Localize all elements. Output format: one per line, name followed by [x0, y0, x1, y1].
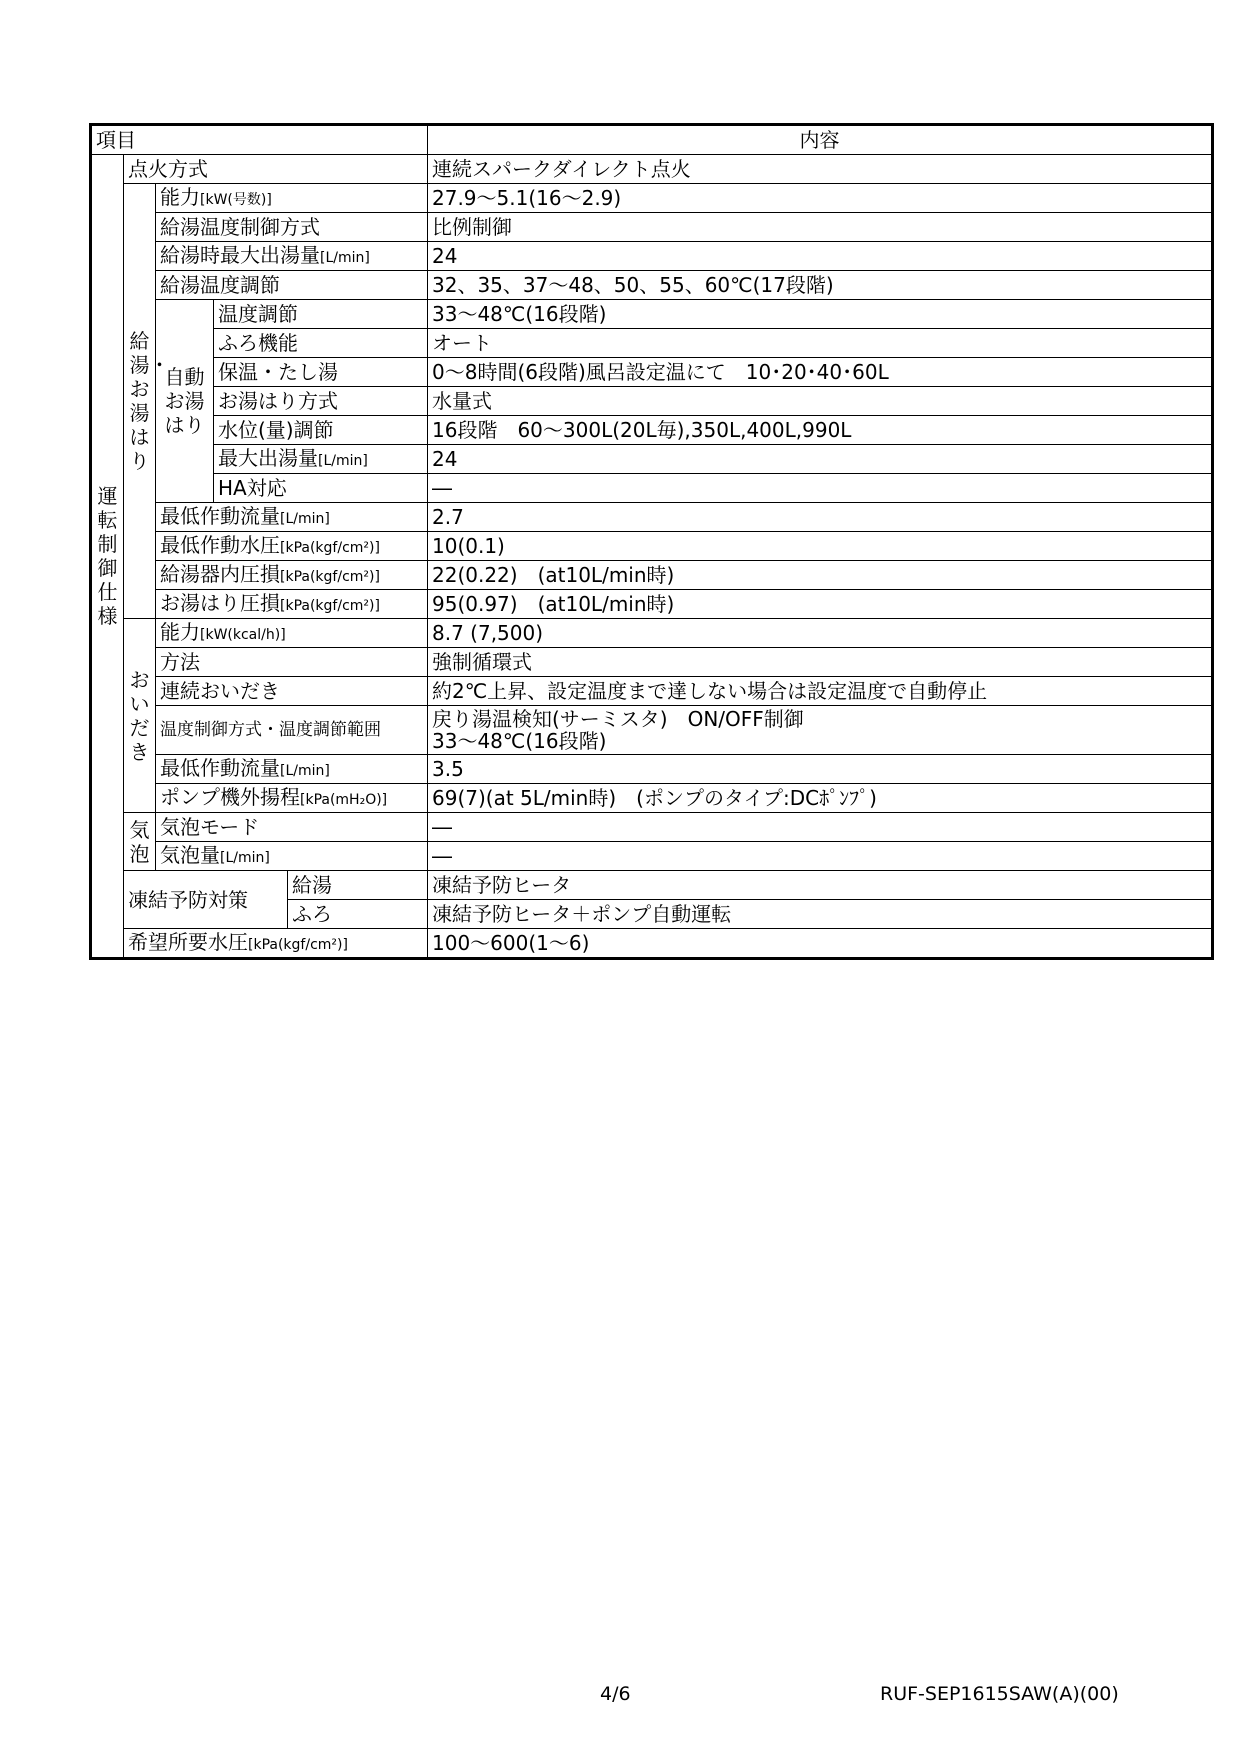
auto-maxflow-value: 24 [428, 445, 1213, 474]
pressure-req-label: 希望所要水圧[kPa(kgf/cm²)] [124, 929, 428, 959]
fill-loss-value: 95(0.97) (at10L/min時) [428, 590, 1213, 619]
oi-capacity-label: 能力[kW(kcal/h)] [156, 619, 428, 648]
bubble-mode-value: ― [428, 813, 1213, 842]
oi-temp-label: 温度制御方式・温度調節範囲 [156, 706, 428, 755]
spec-table [89, 123, 1214, 960]
capacity-value: 27.9～5.1(16～2.9) [428, 184, 1213, 213]
capacity-label: 能力[kW(号数)] [156, 184, 428, 213]
auto-ha-label: HA対応 [214, 474, 428, 503]
oi-continuous-value: 約2℃上昇、設定温度まで達しない場合は設定温度で自動停止 [428, 677, 1213, 706]
freeze-value1: 凍結予防ヒータ [428, 871, 1213, 900]
pressure-req-value: 100～600(1～6) [428, 929, 1213, 959]
kihou-label: 気泡 [124, 813, 156, 871]
bubble-amount-value: ― [428, 842, 1213, 871]
oi-pump-value: 69(7)(at 5L/min時) (ポンプのタイプ:DCﾎﾟﾝﾌﾟ) [428, 784, 1213, 813]
kyuto-label: 給湯・お湯はり [124, 184, 156, 619]
oi-minflow-label: 最低作動流量[L/min] [156, 755, 428, 784]
auto-furo-value: オート [428, 329, 1213, 358]
auto-maxflow-label: 最大出湯量[L/min] [214, 445, 428, 474]
oi-method-value: 強制循環式 [428, 648, 1213, 677]
freeze-label: 凍結予防対策 [124, 871, 288, 929]
freeze-sub2: ふろ [288, 900, 428, 929]
auto-temp-value: 33～48℃(16段階) [428, 300, 1213, 329]
auto-method-value: 水量式 [428, 387, 1213, 416]
jido-label: 自動 お湯 はり [156, 300, 214, 503]
oidaki-label: おいだき [124, 619, 156, 813]
internal-loss-value: 22(0.22) (at10L/min時) [428, 561, 1213, 590]
freeze-value2: 凍結予防ヒータ＋ポンプ自動運転 [428, 900, 1213, 929]
auto-method-label: お湯はり方式 [214, 387, 428, 416]
oi-pump-label: ポンプ機外揚程[kPa(mH₂O)] [156, 784, 428, 813]
auto-hoon-label: 保温・たし湯 [214, 358, 428, 387]
max-flow-label: 給湯時最大出湯量[L/min] [156, 242, 428, 271]
internal-loss-label: 給湯器内圧損[kPa(kgf/cm²)] [156, 561, 428, 590]
side-label-unten [91, 155, 124, 959]
min-flow-label: 最低作動流量[L/min] [156, 503, 428, 532]
oi-continuous-label: 連続おいだき [156, 677, 428, 706]
fill-loss-label: お湯はり圧損[kPa(kgf/cm²)] [156, 590, 428, 619]
oi-method-label: 方法 [156, 648, 428, 677]
temp-adjust-value: 32、35、37～48、50、55、60℃(17段階) [428, 271, 1213, 300]
auto-temp-label: 温度調節 [214, 300, 428, 329]
document-code: RUF-SEP1615SAW(A)(00) [880, 1683, 1119, 1705]
bubble-mode-label: 気泡モード [156, 813, 428, 842]
oi-minflow-value: 3.5 [428, 755, 1213, 784]
auto-level-label: 水位(量)調節 [214, 416, 428, 445]
max-flow-value: 24 [428, 242, 1213, 271]
auto-hoon-value: 0～8時間(6段階)風呂設定温にて 10･20･40･60L [428, 358, 1213, 387]
temp-control-label: 給湯温度制御方式 [156, 213, 428, 242]
oi-temp-value: 戻り湯温検知(サーミスタ) ON/OFF制御 33～48℃(16段階) [428, 706, 1213, 755]
header-content: 内容 [428, 125, 1213, 155]
auto-ha-value: ― [428, 474, 1213, 503]
auto-furo-label: ふろ機能 [214, 329, 428, 358]
min-pressure-value: 10(0.1) [428, 532, 1213, 561]
freeze-sub1: 給湯 [288, 871, 428, 900]
ignition-value: 連続スパークダイレクト点火 [428, 155, 1213, 184]
oi-capacity-value: 8.7 (7,500) [428, 619, 1213, 648]
min-flow-value: 2.7 [428, 503, 1213, 532]
min-pressure-label: 最低作動水圧[kPa(kgf/cm²)] [156, 532, 428, 561]
temp-control-value: 比例制御 [428, 213, 1213, 242]
ignition-label: 点火方式 [124, 155, 428, 184]
side-label-text: 運転制御仕様 [97, 484, 118, 628]
bubble-amount-label: 気泡量[L/min] [156, 842, 428, 871]
auto-level-value: 16段階 60～300L(20L毎),350L,400L,990L [428, 416, 1213, 445]
header-item: 項目 [91, 125, 428, 155]
page-number: 4/6 [600, 1683, 631, 1705]
temp-adjust-label: 給湯温度調節 [156, 271, 428, 300]
